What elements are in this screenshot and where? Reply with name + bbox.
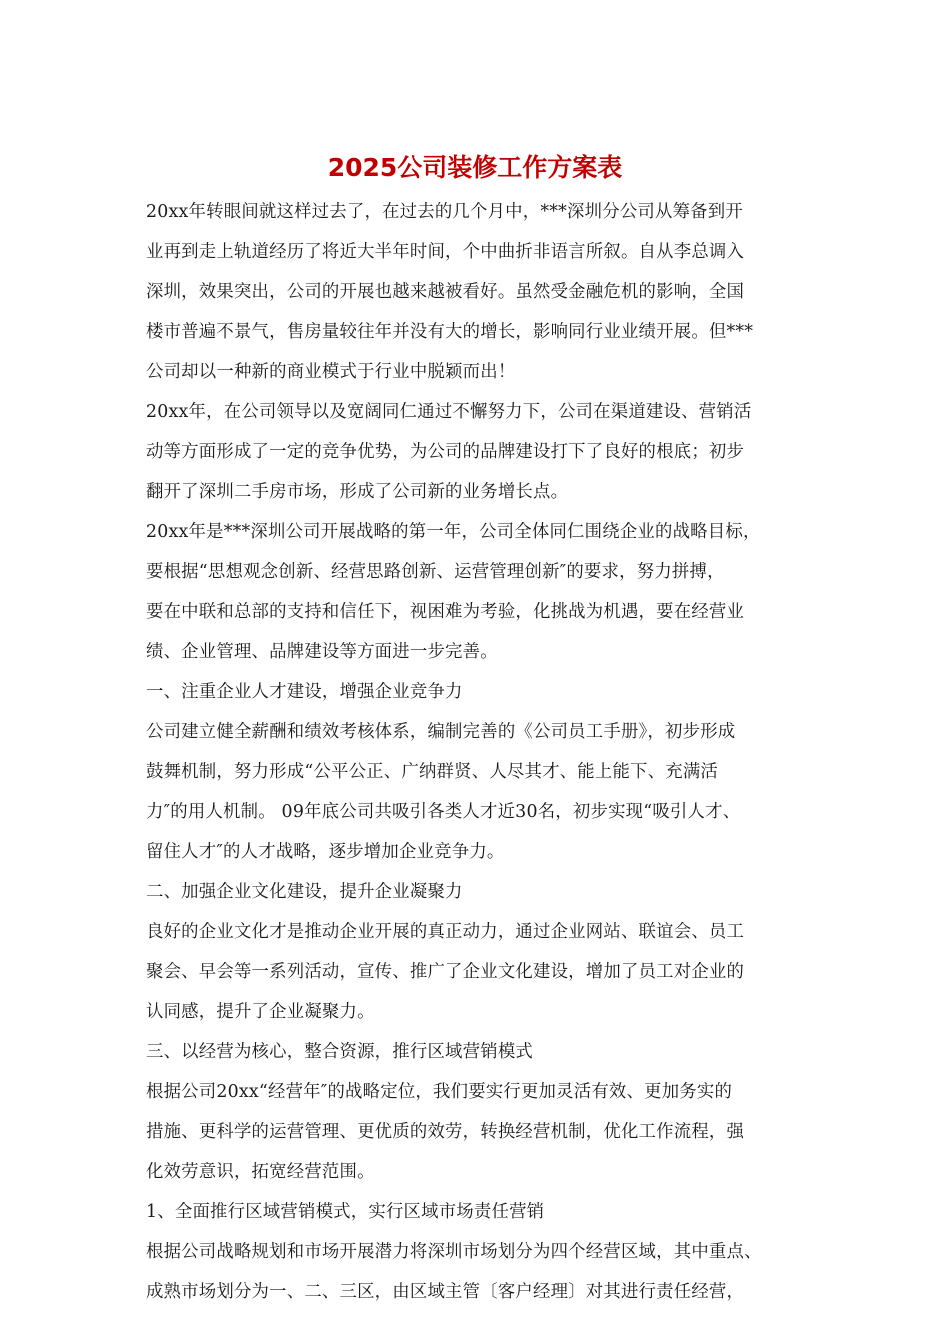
text-line: 要根据“思想观念创新、经营思路创新、运营管理创新″的要求，努力拼搏， (146, 562, 725, 582)
text-line: 聚会、早会等一系列活动，宣传、推广了企业文化建设，增加了员工对企业的 (146, 962, 745, 982)
text-line: 绩、企业管理、品牌建设等方面进一步完善。 (146, 642, 498, 662)
section-heading: 二、加强企业文化建设，提升企业凝聚力 (146, 882, 463, 902)
text-line: 认同感，提升了企业凝聚力。 (146, 1002, 375, 1022)
text-line: 力″的用人机制。 09年底公司共吸引各类人才近30名，初步实现“吸引人才、 (146, 802, 741, 822)
text-line: 良好的企业文化才是推动企业开展的真正动力，通过企业网站、联谊会、员工 (146, 922, 745, 942)
section-heading: 一、注重企业人才建设，增强企业竞争力 (146, 682, 463, 702)
text-line: 公司建立健全薪酬和绩效考核体系，编制完善的《公司员工手册》，初步形成 (146, 722, 736, 742)
text-line: 20xx年是***深圳公司开展战略的第一年，公司全体同仁围绕企业的战略目标， (146, 522, 761, 542)
text-line: 20xx年，在公司领导以及宽阔同仁通过不懈努力下，公司在渠道建设、营销活 (146, 402, 752, 422)
text-line: 要在中联和总部的支持和信任下，视困难为考验，化挑战为机遇，要在经营业 (146, 602, 745, 622)
text-line: 留住人才″的人才战略，逐步增加企业竞争力。 (146, 842, 505, 862)
text-line: 翻开了深圳二手房市场，形成了公司新的业务增长点。 (146, 482, 569, 502)
section-heading: 三、以经营为核心，整合资源，推行区域营销模式 (146, 1042, 533, 1062)
text-line: 业再到走上轨道经历了将近大半年时间，个中曲折非语言所叙。自从李总调入 (146, 242, 745, 262)
text-line: 鼓舞机制，努力形成“公平公正、广纳群贤、人尽其才、能上能下、充满活 (146, 762, 718, 782)
document-title: 2025公司装修工作方案表 (327, 153, 623, 182)
document-body (146, 192, 818, 1312)
subsection-heading: 1、全面推行区域营销模式，实行区域市场责任营销 (146, 1202, 545, 1222)
text-line: 根据公司战略规划和市场开展潜力将深圳市场划分为四个经营区域，其中重点、 (146, 1242, 762, 1262)
text-line: 楼市普遍不景气，售房量较往年并没有大的增长，影响同行业业绩开展。但*** (146, 322, 754, 342)
text-line: 深圳，效果突出，公司的开展也越来越被看好。虽然受金融危机的影响，全国 (146, 282, 745, 302)
text-line: 动等方面形成了一定的竞争优势，为公司的品牌建设打下了良好的根底；初步 (146, 442, 745, 462)
text-line: 根据公司20xx“经营年″的战略定位，我们要实行更加灵活有效、更加务实的 (146, 1082, 733, 1102)
text-line: 措施、更科学的运营管理、更优质的效劳，转换经营机制，优化工作流程，强 (146, 1122, 745, 1142)
text-line: 20xx年转眼间就这样过去了，在过去的几个月中，***深圳分公司从筹备到开 (146, 202, 743, 222)
text-line: 成熟市场划分为一、二、三区，由区域主管〔客户经理〕对其进行责任经营， (146, 1282, 745, 1302)
text-line: 化效劳意识，拓宽经营范围。 (146, 1162, 375, 1182)
text-line: 公司却以一种新的商业模式于行业中脱颖而出！ (146, 362, 516, 382)
